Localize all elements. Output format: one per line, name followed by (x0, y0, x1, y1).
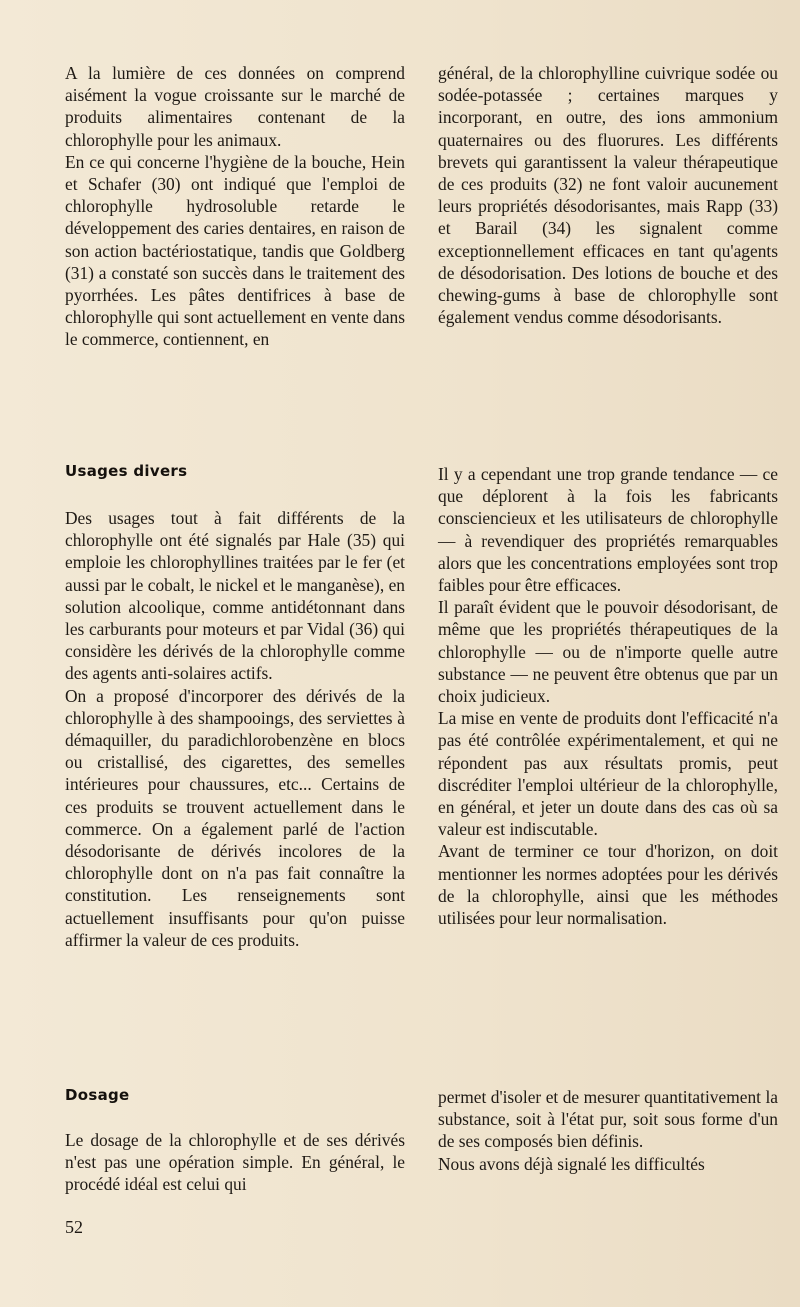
paragraph: Le dosage de la chlorophylle et de ses dérivés n'est pas une opération simple. En général, le procédé idéal est celui qui (65, 1130, 405, 1195)
paragraph: Il y a cependant une trop grande tendance — ce que déplorent à la fois les fabricants consciencieux et les utilisateurs de chlorophylle — à revendiquer des propriétés remarquables alors que les concentrations employées sont trop faibles pour être efficaces. (438, 464, 778, 596)
paragraph: A la lumière de ces données on comprend aisément la vogue croissante sur le marché de produits alimentaires contenant de la chlorophylle pour les animaux. (65, 63, 405, 150)
section1-right-column (438, 62, 778, 328)
section2-right-column (438, 463, 778, 929)
section3-right-column (438, 1086, 778, 1175)
section-heading-usages-divers: Usages divers (65, 462, 188, 480)
paragraph: permet d'isoler et de mesurer quantitativement la substance, soit à l'état pur, soit sous forme d'un de ses composés bien définis. (438, 1087, 778, 1152)
paragraph: Avant de terminer ce tour d'horizon, on doit mentionner les normes adoptées pour les dérivés de la chlorophylle, ainsi que les méthodes utilisées pour leur normalisation. (438, 841, 778, 929)
paragraph: général, de la chlorophylline cuivrique sodée ou sodée-potassée ; certaines marques y incorporant, en outre, des ions ammonium quaternaires ou des fluorures. Les différents brevets qui garantissent la valeur thérapeutique de ces produits (32) ne font valoir aucunement leurs propriétés désodorisantes, mais Rapp (33) et Barail (34) les signalent comme exceptionnellement efficaces en tant qu'agents de désodorisation. Des lotions de bouche et des chewing-gums à base de chlorophylle sont également vendus comme désodorisants. (438, 63, 778, 328)
section3-left-column (65, 1129, 405, 1196)
paragraph: La mise en vente de produits dont l'efficacité n'a pas été contrôlée expérimentalement, et qui ne répondent pas aux résultats promis, peut discréditer l'emploi ultérieur de la chlorophylle, en général, et jeter un doute dans des cas où sa valeur est indiscutable. (438, 708, 778, 840)
paragraph: Il paraît évident que le pouvoir désodorisant, de même que les propriétés thérapeutiques de la chlorophylle — ou de n'importe quelle autre substance — ne peuvent être obtenus que par un choix judicieux. (438, 597, 778, 707)
section1-left-column (65, 62, 405, 351)
paragraph: On a proposé d'incorporer des dérivés de la chlorophylle à des shampooings, des serviettes à démaquiller, du paradichlorobenzène en blocs ou cristallisé, des cigarettes, des semelles intérieures pour chaussures, etc... Certains de ces produits se trouvent actuellement dans le commerce. On a également parlé de l'action désodorisante de dérivés incolores de la chlorophylle dont on n'a pas fait connaître la constitution. Les renseignements sont actuellement insuffisants pour qu'on puisse affirmer la valeur de ces produits. (65, 685, 405, 950)
section-heading-dosage: Dosage (65, 1086, 130, 1104)
paragraph: Nous avons déjà signalé les difficultés (438, 1153, 705, 1174)
paragraph: Des usages tout à fait différents de la chlorophylle ont été signalés par Hale (35) qui emploie les chlorophyllines traitées par le fer (et aussi par le cobalt, le nickel et le manganèse), en solution alcoolique, comme antidétonnant dans les carburants pour moteurs et par Vidal (36) qui considère les dérivés de la chlorophylle comme des agents anti-solaires actifs. (65, 508, 405, 684)
page-number: 52 (65, 1217, 83, 1237)
paragraph: En ce qui concerne l'hygiène de la bouche, Hein et Schafer (30) ont indiqué que l'emploi de chlorophylle hydrosoluble retarde le développement des caries dentaires, en raison de son action bactériostatique, tandis que Goldberg (31) a constaté son succès dans le traitement des pyorrhées. Les pâtes dentifrices à base de chlorophylle qui sont actuellement en vente dans le commerce, contiennent, en (65, 151, 405, 350)
section2-left-column (65, 507, 405, 951)
